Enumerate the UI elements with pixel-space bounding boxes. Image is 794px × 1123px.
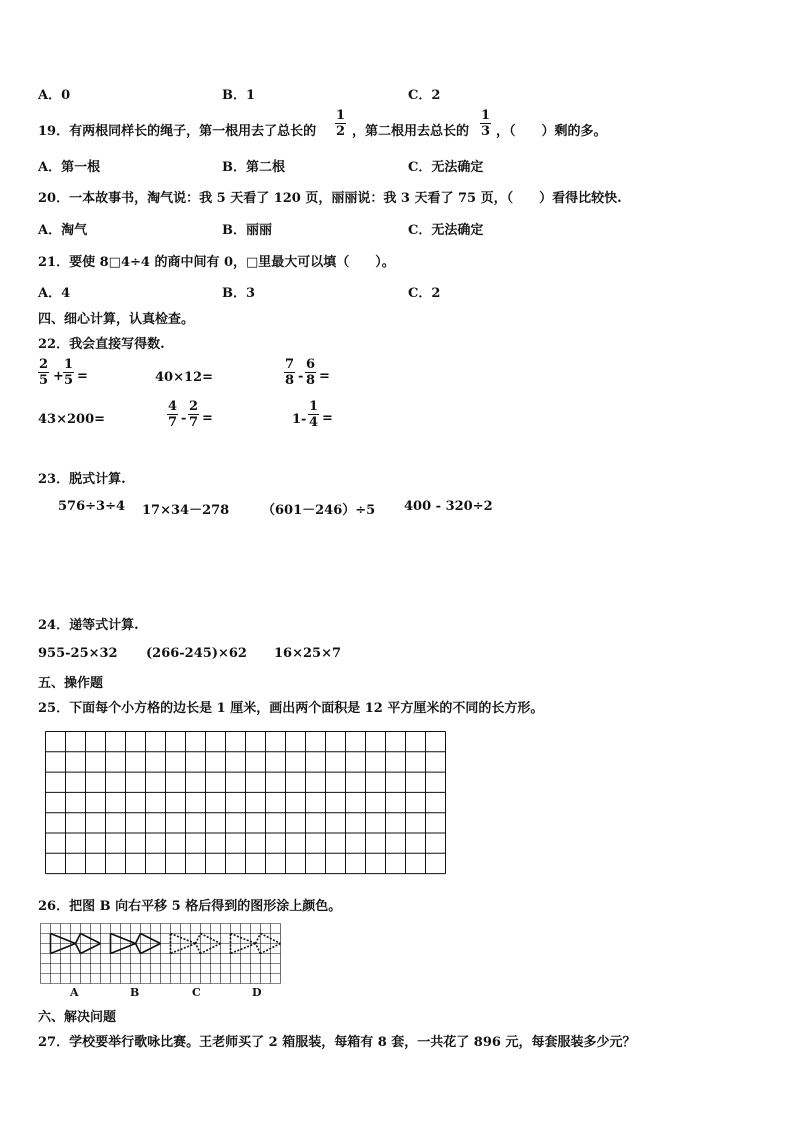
- q26-title: 26．把图 B 向右平移 5 格后得到的图形涂上颜色。: [38, 899, 342, 914]
- figure-edge: [196, 934, 201, 944]
- fraction-denominator: 4: [309, 415, 319, 430]
- q21-option-a[interactable]: A．4: [38, 286, 71, 301]
- q18-option-a[interactable]: A．0: [38, 88, 71, 103]
- q19-stem-a: 19．有两根同样长的绳子，第一根用去了总长的: [38, 124, 317, 139]
- fraction-numerator: 7: [285, 357, 295, 372]
- figure-edge: [231, 934, 256, 944]
- q20-option-c[interactable]: C．无法确定: [408, 223, 484, 238]
- section-4-heading: 四、细心计算，认真检查。: [38, 312, 195, 327]
- figure-edge: [231, 944, 256, 954]
- fraction-denominator: 7: [189, 415, 199, 430]
- fraction-denominator: 8: [306, 373, 316, 388]
- fraction-numerator: 1: [309, 399, 319, 414]
- q27-title: 27．学校要举行歌咏比赛。王老师买了 2 箱服装，每箱有 8 套，一共花了 896 元，每套服装多少元？: [38, 1035, 636, 1050]
- q26-label-b: B: [130, 986, 140, 999]
- q22-e3-op: -: [298, 369, 304, 384]
- q19-fraction-half: [335, 109, 346, 138]
- q22-e1-frac-b: [63, 358, 74, 387]
- q23-item-3: （601－246）÷5: [262, 503, 376, 518]
- q20-option-b[interactable]: B．丽丽: [222, 223, 272, 238]
- q22-e5-op: -: [181, 411, 187, 426]
- q26-label-a: A: [70, 986, 79, 999]
- figure-edge: [136, 934, 141, 944]
- figure-edge: [111, 934, 136, 944]
- q22-e5-eq: =: [202, 411, 213, 426]
- fraction-denominator: 3: [481, 124, 491, 139]
- q22-e1-eq: =: [77, 369, 88, 384]
- figure-edge: [256, 944, 261, 954]
- q19-option-c[interactable]: C．无法确定: [408, 160, 484, 175]
- section-5-heading: 五、操作题: [38, 676, 104, 691]
- figure-edge: [76, 934, 81, 944]
- q24-item-1: 955-25×32: [38, 646, 118, 661]
- q25-grid[interactable]: [45, 731, 446, 875]
- q22-e1-frac-a: [38, 358, 49, 387]
- q24-item-2: (266-245)×62: [146, 646, 247, 661]
- q19-fraction-third: [480, 109, 491, 138]
- fraction-denominator: 5: [64, 373, 74, 388]
- figure-edge: [136, 944, 141, 954]
- q18-option-b[interactable]: B．1: [222, 88, 256, 103]
- figure-edge: [111, 944, 136, 954]
- q19-stem-b: ，第二根用去总长的: [352, 124, 470, 139]
- fraction-denominator: 7: [168, 415, 178, 430]
- q22-e3-eq: =: [319, 369, 330, 384]
- q23-item-1: 576÷3÷4: [58, 499, 126, 514]
- fraction-numerator: 1: [64, 357, 74, 372]
- q22-e3-frac-b: [305, 358, 316, 387]
- q21-option-c[interactable]: C．2: [408, 286, 441, 301]
- q24-title: 24．递等式计算.: [38, 618, 139, 633]
- q22-e5-frac-b: [188, 400, 199, 429]
- q21-option-b[interactable]: B．3: [222, 286, 256, 301]
- q20-option-a[interactable]: A．淘气: [38, 223, 88, 238]
- fraction-numerator: 4: [168, 399, 178, 414]
- q19-option-b[interactable]: B．第二根: [222, 160, 285, 175]
- q22-e6-pre: 1-: [292, 412, 307, 427]
- figure-edge: [196, 944, 201, 954]
- q22-e1-op: +: [53, 369, 64, 384]
- fraction-denominator: 8: [285, 373, 295, 388]
- q22-e3-frac-a: [284, 358, 295, 387]
- fraction-numerator: 2: [39, 357, 49, 372]
- q23-item-2: 17×34－278: [142, 503, 230, 518]
- figure-edge: [256, 934, 261, 944]
- fraction-numerator: 6: [306, 357, 316, 372]
- q19-stem-c: ，（ ）剩的多。: [496, 124, 607, 139]
- fraction-denominator: 2: [336, 124, 346, 139]
- q23-item-4: 400 - 320÷2: [404, 499, 493, 514]
- q21-stem: 21．要使 8□4÷4 的商中间有 0，□里最大可以填（ ）。: [38, 255, 395, 270]
- q25-title: 25．下面每个小方格的边长是 1 厘米，画出两个面积是 12 平方厘米的不同的长方形。: [38, 701, 544, 716]
- q26-label-d: D: [252, 986, 262, 999]
- section-6-heading: 六、解决问题: [38, 1010, 117, 1025]
- q22-title: 22．我会直接写得数.: [38, 337, 165, 352]
- q22-e6-frac: [308, 400, 319, 429]
- figure-edge: [171, 934, 196, 944]
- q20-stem: 20．一本故事书，淘气说：我 5 天看了 120 页，丽丽说：我 3 天看了 75 页，（ ）看得比较快.: [38, 191, 622, 206]
- fraction-numerator: 1: [481, 108, 491, 123]
- figure-edge: [171, 944, 196, 954]
- q19-option-a[interactable]: A．第一根: [38, 160, 101, 175]
- fraction-denominator: 5: [39, 373, 49, 388]
- figure-edge: [51, 944, 76, 954]
- q24-item-3: 16×25×7: [274, 646, 342, 661]
- q22-e6-eq: =: [322, 411, 333, 426]
- figure-edge: [76, 944, 81, 954]
- q22-e4: 43×200=: [38, 412, 106, 427]
- fraction-numerator: 1: [336, 108, 346, 123]
- q22-e5-frac-a: [167, 400, 178, 429]
- q23-title: 23．脱式计算.: [38, 472, 126, 487]
- q26-label-c: C: [192, 986, 201, 999]
- q18-option-c[interactable]: C．2: [408, 88, 441, 103]
- fraction-numerator: 2: [189, 399, 199, 414]
- figure-edge: [51, 934, 76, 944]
- q22-e2: 40×12=: [155, 370, 213, 385]
- q26-grid-figure: [40, 923, 281, 983]
